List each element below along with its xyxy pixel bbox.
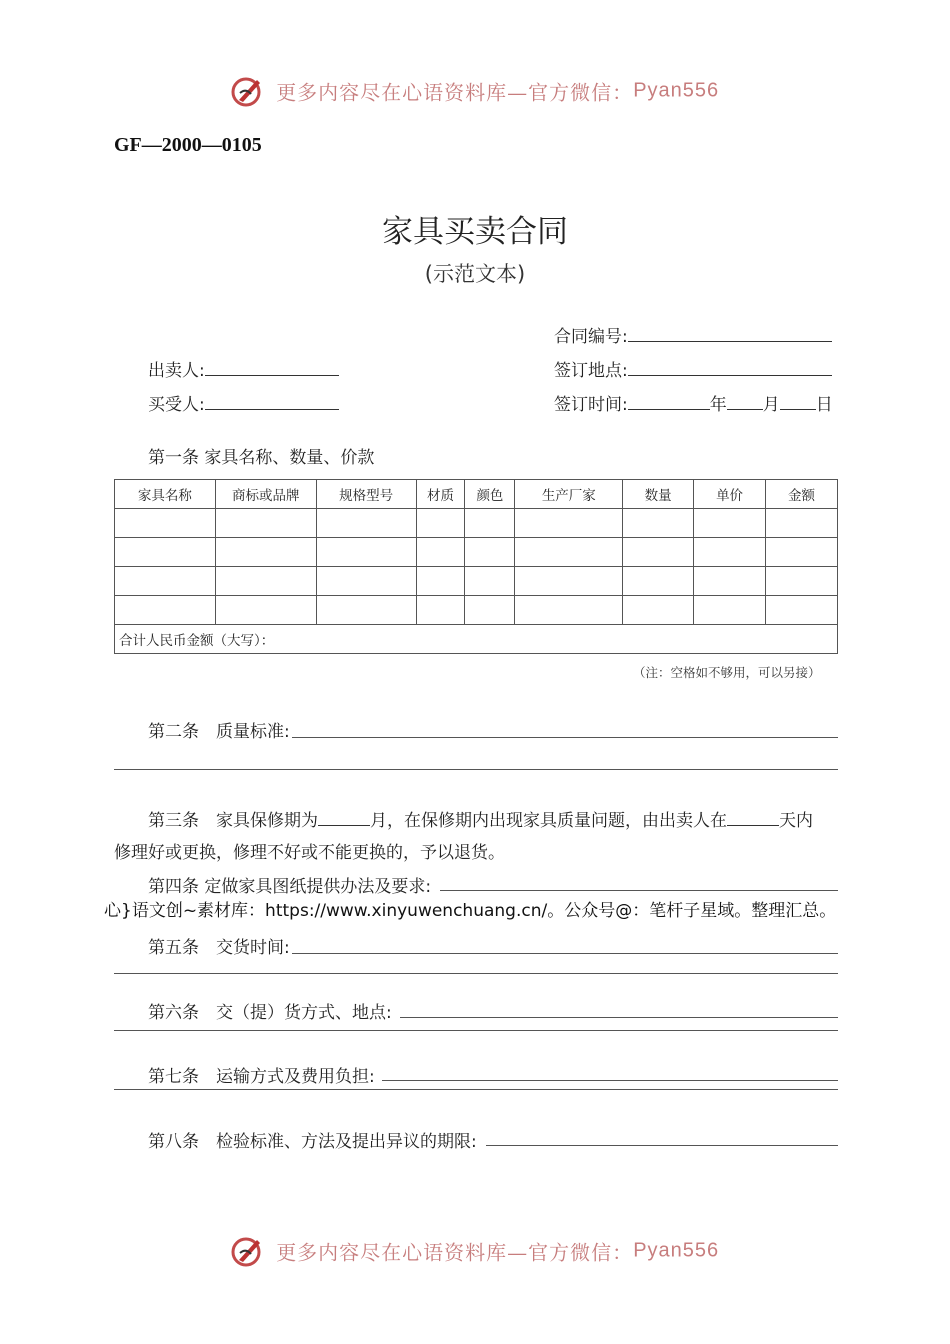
article-3-line1: [148, 806, 813, 831]
table-cell[interactable]: [316, 538, 416, 567]
article-7-blank-line2[interactable]: [114, 1089, 838, 1090]
article-3-part3: 天内: [779, 811, 813, 831]
sign-time-field: [554, 390, 833, 415]
table-cell[interactable]: [465, 596, 515, 625]
table-cell[interactable]: [115, 538, 216, 567]
article-2-label: 第二条 质量标准:: [148, 722, 290, 742]
table-cell[interactable]: [465, 538, 515, 567]
table-cell[interactable]: [766, 567, 838, 596]
year-label: 年: [709, 395, 727, 415]
table-cell[interactable]: [465, 509, 515, 538]
table-cell[interactable]: [316, 567, 416, 596]
sign-place-field: [554, 356, 832, 381]
article-6-blank-line2[interactable]: [114, 1030, 838, 1031]
watermark-bottom: [0, 1234, 950, 1268]
table-cell[interactable]: [766, 538, 838, 567]
article-8-blank[interactable]: [486, 1145, 838, 1146]
table-cell[interactable]: [115, 509, 216, 538]
watermark-id: Pyan556: [633, 1239, 720, 1262]
pen-logo-icon: [231, 1234, 265, 1268]
month-blank[interactable]: [727, 391, 763, 410]
table-cell[interactable]: [515, 538, 623, 567]
doc-code: GF—2000—0105: [114, 134, 262, 156]
watermark-text: 更多内容尽在心语资料库—官方微信：: [276, 1240, 634, 1265]
table-cell[interactable]: [115, 567, 216, 596]
repair-days-blank[interactable]: [727, 807, 779, 826]
buyer-field: [148, 390, 339, 415]
sign-time-label: 签订时间:: [554, 395, 628, 415]
article-1-heading: 第一条 家具名称、数量、价款: [148, 448, 375, 468]
article-2-blank-line2[interactable]: [114, 769, 838, 770]
table-total-row: [115, 625, 838, 654]
page-title: 家具买卖合同: [382, 214, 568, 250]
table-cell[interactable]: [465, 567, 515, 596]
article-8-label: 第八条 检验标准、方法及提出异议的期限:: [148, 1132, 477, 1152]
article-5-label: 第五条 交货时间:: [148, 938, 290, 958]
table-cell[interactable]: [416, 509, 465, 538]
year-blank[interactable]: [628, 391, 710, 410]
pen-logo-icon: [231, 74, 265, 108]
table-row: [115, 538, 838, 567]
table-cell[interactable]: [766, 509, 838, 538]
seller-label: 出卖人:: [148, 361, 205, 381]
table-cell[interactable]: [215, 596, 316, 625]
table-cell[interactable]: [515, 596, 623, 625]
contract-no-field: [554, 322, 832, 347]
table-cell[interactable]: [623, 596, 694, 625]
table-cell[interactable]: [694, 567, 766, 596]
table-cell[interactable]: [316, 596, 416, 625]
table-cell[interactable]: [694, 509, 766, 538]
article-6-label: 第六条 交（提）货方式、地点:: [148, 1003, 392, 1023]
table-row: [115, 567, 838, 596]
table-cell[interactable]: [215, 509, 316, 538]
sign-place-label: 签订地点:: [554, 361, 628, 381]
table-cell[interactable]: [623, 567, 694, 596]
table-cell[interactable]: [623, 538, 694, 567]
article-7-label: 第七条 运输方式及费用负担:: [148, 1067, 375, 1087]
watermark-text: 更多内容尽在心语资料库—官方微信：: [276, 80, 634, 105]
source-banner: 心}语文创~素材库：https://www.xinyuwenchuang.cn/。公众号@：笔杆子星域。整理汇总。: [104, 901, 837, 921]
table-row: [115, 596, 838, 625]
table-header-cell: 商标或品牌: [215, 480, 316, 509]
article-4-blank[interactable]: [440, 890, 838, 891]
sign-place-blank[interactable]: [628, 357, 832, 376]
article-5-blank-line2[interactable]: [114, 973, 838, 974]
table-cell[interactable]: [416, 596, 465, 625]
table-header-cell: 生产厂家: [515, 480, 623, 509]
buyer-label: 买受人:: [148, 395, 205, 415]
table-header-cell: 单价: [694, 480, 766, 509]
table-total-label[interactable]: 合计人民币金额（大写）：: [115, 625, 838, 654]
table-header-cell: 材质: [416, 480, 465, 509]
article-3-line2: 修理好或更换，修理不好或不能更换的，予以退货。: [114, 843, 505, 863]
day-blank[interactable]: [780, 391, 816, 410]
seller-field: [148, 356, 339, 381]
article-2-blank[interactable]: [292, 737, 838, 738]
table-cell[interactable]: [694, 596, 766, 625]
table-header-cell: 家具名称: [115, 480, 216, 509]
buyer-blank[interactable]: [205, 391, 339, 410]
table-row: [115, 509, 838, 538]
table-note: （注：空格如不够用，可以另接）: [633, 665, 821, 680]
table-cell[interactable]: [766, 596, 838, 625]
contract-no-blank[interactable]: [628, 323, 832, 342]
warranty-months-blank[interactable]: [318, 807, 370, 826]
table-header-cell: 数量: [623, 480, 694, 509]
watermark-top: [0, 74, 950, 108]
page-subtitle: (示范文本): [424, 262, 526, 286]
table-cell[interactable]: [316, 509, 416, 538]
table-cell[interactable]: [115, 596, 216, 625]
table-cell[interactable]: [694, 538, 766, 567]
table-cell[interactable]: [416, 538, 465, 567]
table-cell[interactable]: [416, 567, 465, 596]
article-3-part2: 月，在保修期内出现家具质量问题，由出卖人在: [370, 811, 727, 831]
table-cell[interactable]: [215, 567, 316, 596]
article-3-part1: 第三条 家具保修期为: [148, 811, 318, 831]
table-cell[interactable]: [515, 509, 623, 538]
table-cell[interactable]: [623, 509, 694, 538]
article-6-blank[interactable]: [400, 1017, 838, 1018]
goods-table: [114, 479, 838, 654]
table-header-row: [115, 480, 838, 509]
table-cell[interactable]: [515, 567, 623, 596]
table-cell[interactable]: [215, 538, 316, 567]
article-4-label: 第四条 定做家具图纸提供办法及要求:: [148, 877, 432, 897]
watermark-id: Pyan556: [633, 79, 720, 102]
table-header-cell: 颜色: [465, 480, 515, 509]
seller-blank[interactable]: [205, 357, 339, 376]
table-header-cell: 金额: [766, 480, 838, 509]
article-7-blank[interactable]: [382, 1080, 838, 1081]
table-header-cell: 规格型号: [316, 480, 416, 509]
day-label: 日: [815, 395, 833, 415]
article-5-blank[interactable]: [292, 953, 838, 954]
month-label: 月: [762, 395, 780, 415]
contract-no-label: 合同编号:: [554, 327, 628, 347]
